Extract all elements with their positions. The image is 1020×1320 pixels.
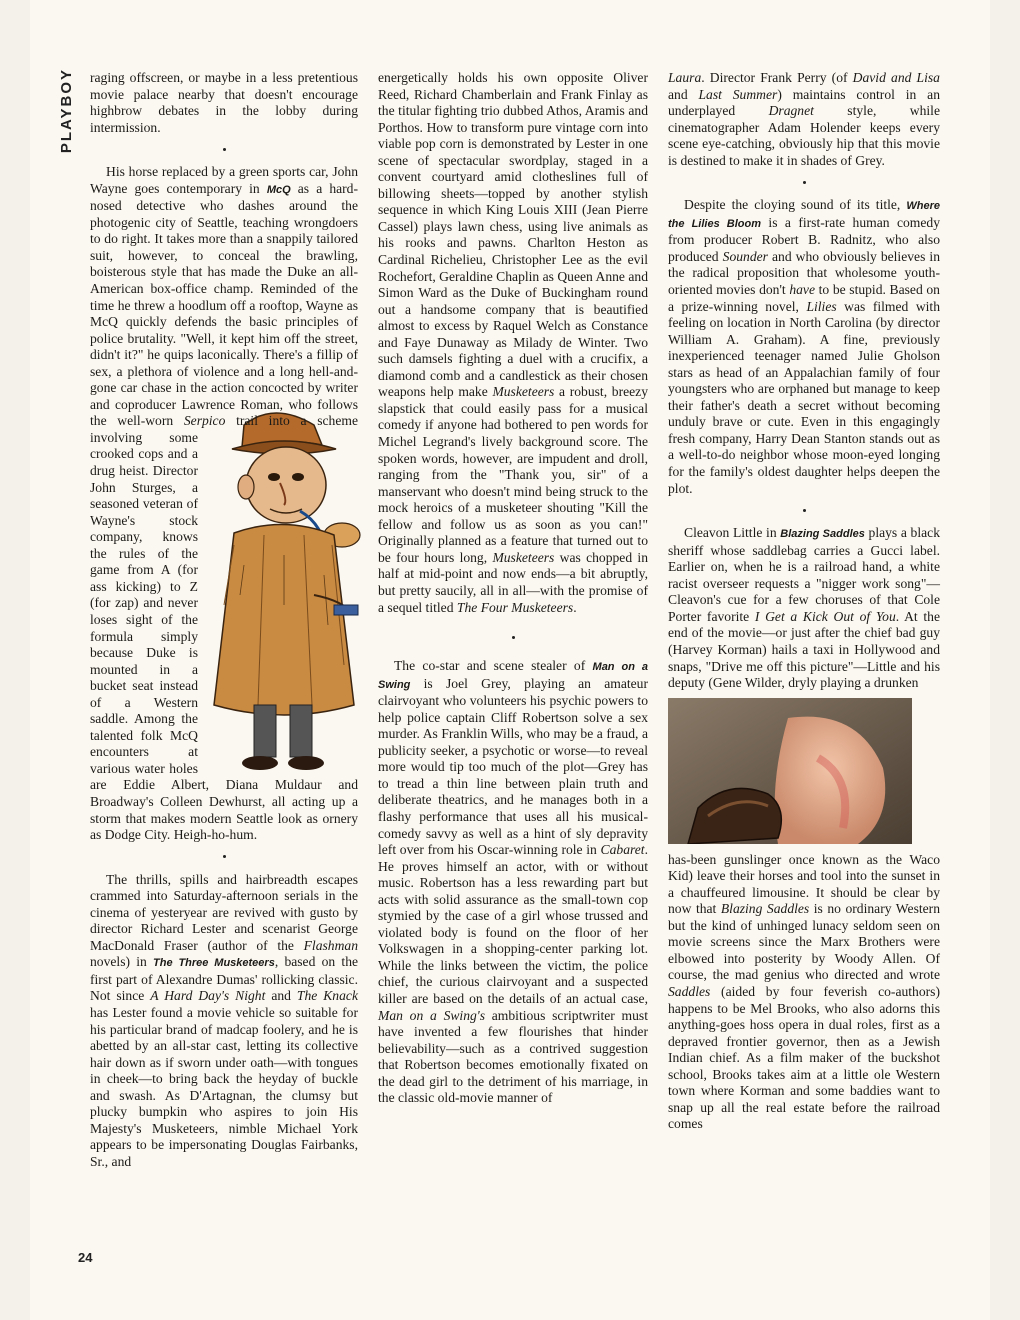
review-paragraph: raging offscreen, or maybe in a less pretentious movie palace nearby that doesn't encourage highbrow debates in the lobby during intermission. bbox=[90, 70, 358, 135]
magazine-folio: PLAYBOY bbox=[58, 68, 75, 154]
film-title: McQ bbox=[266, 183, 291, 196]
film-title: Where the Lilies Bloom bbox=[668, 200, 940, 230]
section-separator bbox=[90, 846, 358, 866]
column-1 bbox=[90, 70, 358, 1170]
cartoon-illustration bbox=[204, 405, 362, 777]
review-mcq: His horse replaced by a green sports car, John Wayne goes contemporary in McQ as a hard-nosed detective who dashes around the photogenic city of Seattle, teaching wrongdoers to do right. It takes more than a snappily tailored suit, however, to conceal the brawling, boisterous style that has made the Duke an all-American box-office champ. Reminded of the time he threw a hoodlum off a rooftop, Wayne as McQ quickly defends the basic principles of police brutality. "Well, it kept him off the street, didn't it?" he quips laconically. There's a fillip of sex, a plethora of violence and a long hell-and-gone car chase in the action concocted by writer and coproducer Lawrence Roman, who follows the well-worn Serpico trail into a scheme involving some crooked cops and a drug heist. Director John Sturges, a seasoned veteran of Wayne's stock company, knows the rules of the game from A (for ass kicking) to Z (for zap) and never loses sight of the formula simply because Duke is mounted in a bucket seat instead of a Western saddle. Among the talented folk McQ encounters at various water holes are Eddie Albert, Diana Muldaur and Broadway's Colleen Dewhurst, all acting up a storm that makes modern Seattle look as ornery as Dodge City. Heigh-ho-hum. bbox=[90, 164, 358, 843]
column-2 bbox=[378, 70, 648, 1107]
section-separator bbox=[378, 626, 648, 646]
page-number: 24 bbox=[78, 1250, 93, 1265]
film-title: Serpico bbox=[183, 413, 226, 429]
section-separator bbox=[668, 171, 940, 191]
review-blazing-saddles: Cleavon Little in Blazing Saddles plays a black sheriff whose saddlebag carries a Gucci label. Earlier on, when he is a railroad hand, a white racist overseer requests a "nigger work song"—Cleavon's cue for a few choruses of that Cole Porter favorite I Get a Kick Out of You. At the end of the movie—or just after the chief bad guy (Harvey Korman) hails a taxi in Hollywood and snaps, "Drive me off this picture"—Little and his deputy (Gene Wilder, dryly playing a drunken bbox=[668, 525, 940, 691]
section-separator bbox=[90, 138, 358, 158]
column-3 bbox=[668, 70, 940, 1133]
film-title: Blazing Saddles bbox=[780, 528, 865, 541]
review-paragraph: has-been gunslinger once known as the Waco Kid) leave their horses and tool into the sunset in a chauffeured limousine. It should be clear by now that Blazing Saddles is no ordinary Western but the kind of unhinged lunacy seldom seen on movie screens since the Marx Brothers were elbowed into posterity by Woody Allen. Of course, the mad genius who directed and wrote Saddles (aided by four feverish co-authors) happens to be Mel Brooks, who also adorns this anything-goes hoss opera in dual roles, first as a depraved frontier governor, then as a Jewish Indian chief. As a film maker of the buckshot school, Brooks takes aim at a little ole Western town where Korman and some baddies want to snap up all the real estate before the railroad comes bbox=[668, 851, 940, 1132]
review-three-musketeers: The thrills, spills and hairbreadth escapes crammed into Saturday-afternoon serials in the cinema of yesteryear are revived with gusto by director Richard Lester and scenarist George MacDonald Fraser (author of the Flashman novels) in The Three Musketeers, based on the first part of Alexandre Dumas' rollicking classic. Not since A Hard Day's Night and The Knack has Lester found a movie vehicle so suitable for his particular brand of madcap foolery, and he is abetted by an all-star cast, letting its collective hair down as if sworn under oath—with tongues in cheek—to bring back the heyday of buckle and swash. As D'Artagnan, the clumsy but plucky bumpkin who aspires to join His Majesty's Musketeers, nimble Michael York appears to be impersonating Douglas Fairbanks, Sr., and bbox=[90, 871, 359, 1169]
film-still-photo bbox=[668, 698, 912, 844]
review-paragraph: Laura. Director Frank Perry (of David and Lisa and Last Summer) maintains control in an underplayed Dragnet style, while cinematographer Adam Holender keeps every scene eye-catching, obviously hip that this movie is destined to make it in shades of Grey. bbox=[668, 70, 940, 168]
film-title: Man on a Swing bbox=[378, 661, 649, 691]
film-title: The Three Musketeers bbox=[153, 957, 275, 970]
section-separator bbox=[668, 499, 940, 519]
review-where-the-lilies-bloom: Despite the cloying sound of its title, Where the Lilies Bloom is a first-rate human comedy from producer Robert B. Radnitz, who also produced Sounder and who obviously believes in the radical proposition that wholesome youth-oriented movies don't have to be stupid. Based on a prize-winning novel, Lilies was filmed with feeling on location in North Carolina (by director William A. Graham). A fine, previously inexperienced teenager named Julie Gholson stars as head of an Appalachian family of four youngsters who are orphaned but manage to keep their father's death a secret without becoming unduly brave or cute. Even in this engagingly fresh company, Harry Dean Stanton stands out as a well-to-do neighbor whose moon-eyed longing for the family's oldest daughter helps deepen the plot. bbox=[668, 197, 940, 496]
review-man-on-a-swing: The co-star and scene stealer of Man on a Swing is Joel Grey, playing an amateur clairvoyant who volunteers his psychic powers to help police captain Cliff Robertson solve a sex murder. As Franklin Wills, who may be a fraud, a publicity seeker, a psychotic or worse—to reveal more would tip too much of the plot—Grey has to tread a thin line between plain truth and deliberate theatrics, and he manages both in a flashy performance that uses all his musical-comedy savvy as well as a hint of sly depravity left over from his Oscar-winning role in Cabaret. He proves himself an actor, with or without music. Robertson has a less rewarding part but acts with solid assurance as the small-town cop stymied by the case of a girl whose trussed and violated body is found on the floor of her Volkswagen in a shopping-center parking lot. While the links between the victim, the police chief, the curious clairvoyant and a suspected killer are based on the details of an actual case, Man on a Swing's ambitious scriptwriter must have invented a few flourishes that hinder believability—such as a contrived suggestion that Robertson becomes emotionally fixated on the dead girl to the detriment of his marriage, in the classic old-movie manner of bbox=[378, 658, 649, 1106]
review-paragraph: energetically holds his own opposite Oliver Reed, Richard Chamberlain and Frank Finlay as the titular fighting trio dubbed Athos, Aramis and Porthos. How to transform pure vintage corn into viable pop corn is demonstrated by Lester in one scene of spectacular swordplay, staged in a convent courtyard amid clotheslines full of billowing sheets—topped by another stylish sequence in which King Louis XIII (Jean Pierre Cassel) plays lawn chess, using live animals as his rooks and pawns. Charlton Heston as Cardinal Richelieu, Christopher Lee as the evil Rochefort, Geraldine Chaplin as Queen Anne and Simon Ward as the Duke of Buckingham round out a handsome company that is beautified almost to excess by Raquel Welch as Constance and Faye Dunaway as Milady de Winter. Two such damsels fighting a duel with a crucifix, a diamond comb and a candlestick as their chosen weapons help make Musketeers a robust, breezy slapstick that could easily pass for a musical comedy if anyone had bothered to pen words for Michel Legrand's lively background score. The spoken words, however, are impudent and droll, ranging from the "Thank you, sir" of a manservant who doesn't mind being struck to the mock heroics of a musketeer shouting "Kill the fellow and follow us as soon as you can!" Originally planned as a feature that turned out to be four hours long, Musketeers was chopped in half at mid-point and now ends—a bit abruptly, but pretty saucily, all in all—with the promise of a sequel titled The Four Musketeers. bbox=[378, 70, 648, 615]
